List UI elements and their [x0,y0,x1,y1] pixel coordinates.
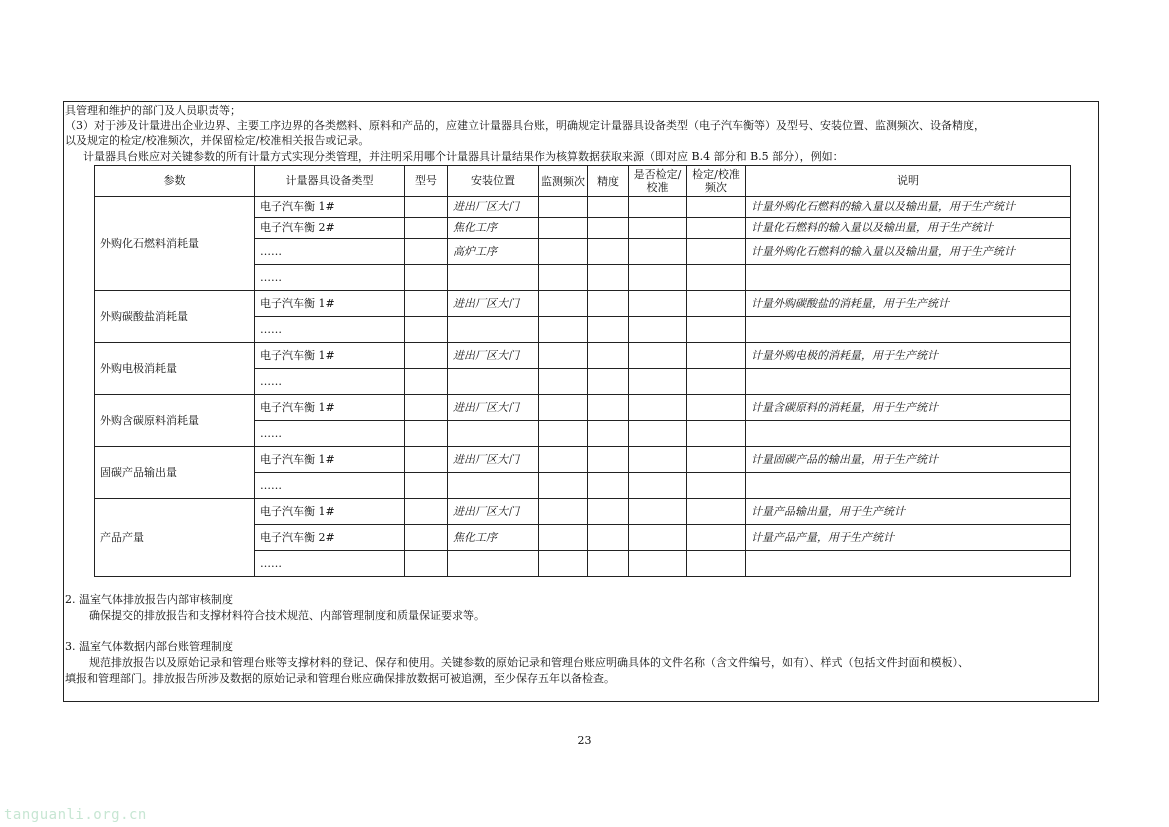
table-header-row [95,166,1071,197]
measuring-instrument-ledger-table [94,165,1071,577]
table-row [95,197,1071,218]
note-cell [746,265,1071,291]
header-is-calibrated: 是否检定/校准 [629,166,687,197]
header-accuracy: 精度 [588,166,629,197]
param-cell: 外购碳酸盐消耗量 [95,291,255,343]
device-cell: 电子汽车衡 1# [255,395,405,421]
location-cell: 进出厂区大门 [448,447,539,473]
location-cell [448,369,539,395]
note-cell: 计量外购化石燃料的输入量以及输出量，用于生产统计 [746,197,1071,218]
note-cell: 计量含碳原料的消耗量，用于生产统计 [746,395,1071,421]
location-cell [448,551,539,577]
note-cell [746,473,1071,499]
note-cell [746,421,1071,447]
header-calibration-frequency: 检定/校准频次 [687,166,746,197]
section-3-body-line-2: 填报和管理部门。排放报告所涉及数据的原始记录和管理台账应确保排放数据可被追溯，至少保存五年以备检查。 [65,672,615,685]
device-cell: …… [255,265,405,291]
intro-line-1: 具管理和维护的部门及人员职责等； [65,104,241,117]
location-cell [448,421,539,447]
location-cell: 高炉工序 [448,239,539,265]
device-cell: 电子汽车衡 1# [255,343,405,369]
note-cell [746,317,1071,343]
device-cell: …… [255,473,405,499]
note-cell: 计量固碳产品的输出量，用于生产统计 [746,447,1071,473]
device-cell: 电子汽车衡 1# [255,447,405,473]
page-number: 23 [577,734,592,747]
location-cell: 进出厂区大门 [448,343,539,369]
location-cell [448,317,539,343]
section-2-body: 确保提交的排放报告和支撑材料符合技术规范、内部管理制度和质量保证要求等。 [89,609,485,622]
device-cell: 电子汽车衡 1# [255,291,405,317]
location-cell: 进出厂区大门 [448,197,539,218]
device-cell: 电子汽车衡 2# [255,525,405,551]
header-device-type: 计量器具设备类型 [255,166,405,197]
device-cell: …… [255,421,405,447]
param-cell: 外购电极消耗量 [95,343,255,395]
location-cell [448,265,539,291]
section-3-title: 3. 温室气体数据内部台账管理制度 [65,640,233,653]
note-cell: 计量产品输出量，用于生产统计 [746,499,1071,525]
intro-line-4: 计量器具台账应对关键参数的所有计量方式实现分类管理，并注明采用哪个计量器具计量结果作为核算数据获取来源（即对应 B.4 部分和 B.5 部分），例如： [83,150,844,163]
table-row [95,291,1071,317]
site-watermark: tanguanli.org.cn [4,807,147,823]
note-cell [746,551,1071,577]
location-cell: 进出厂区大门 [448,499,539,525]
header-param: 参数 [95,166,255,197]
device-cell: …… [255,239,405,265]
table-row [95,395,1071,421]
table-row [95,499,1071,525]
device-cell: …… [255,317,405,343]
intro-line-3: 以及规定的检定/校准频次，并保留检定/校准相关报告或记录。 [65,134,370,147]
location-cell [448,473,539,499]
param-cell: 产品产量 [95,499,255,577]
location-cell: 进出厂区大门 [448,395,539,421]
header-note: 说明 [746,166,1071,197]
param-cell: 外购含碳原料消耗量 [95,395,255,447]
param-cell: 固碳产品输出量 [95,447,255,499]
note-cell: 计量外购电极的消耗量，用于生产统计 [746,343,1071,369]
location-cell: 焦化工序 [448,525,539,551]
section-3-body-line-1: 规范排放报告以及原始记录和管理台账等支撑材料的登记、保存和使用。关键参数的原始记录和管理台账应明确具体的文件名称（含文件编号，如有）、样式（包括文件封面和模板）、 [89,656,969,669]
table-row [95,447,1071,473]
header-monitor-frequency: 监测频次 [539,166,588,197]
note-cell: 计量化石燃料的输入量以及输出量，用于生产统计 [746,218,1071,239]
device-cell: 电子汽车衡 2# [255,218,405,239]
param-cell: 外购化石燃料消耗量 [95,197,255,291]
device-cell: 电子汽车衡 1# [255,197,405,218]
header-location: 安装位置 [448,166,539,197]
note-cell: 计量产品产量，用于生产统计 [746,525,1071,551]
intro-line-2: （3）对于涉及计量进出企业边界、主要工序边界的各类燃料、原料和产品的，应建立计量器具台账，明确规定计量器具设备类型（电子汽车衡等）及型号、安装位置、监测频次、设备精度， [65,119,985,132]
device-cell: …… [255,551,405,577]
table-row [95,343,1071,369]
note-cell: 计量外购化石燃料的输入量以及输出量，用于生产统计 [746,239,1071,265]
location-cell: 焦化工序 [448,218,539,239]
header-model: 型号 [405,166,448,197]
device-cell: …… [255,369,405,395]
device-cell: 电子汽车衡 1# [255,499,405,525]
section-2-title: 2. 温室气体排放报告内部审核制度 [65,593,233,606]
location-cell: 进出厂区大门 [448,291,539,317]
note-cell [746,369,1071,395]
note-cell: 计量外购碳酸盐的消耗量，用于生产统计 [746,291,1071,317]
